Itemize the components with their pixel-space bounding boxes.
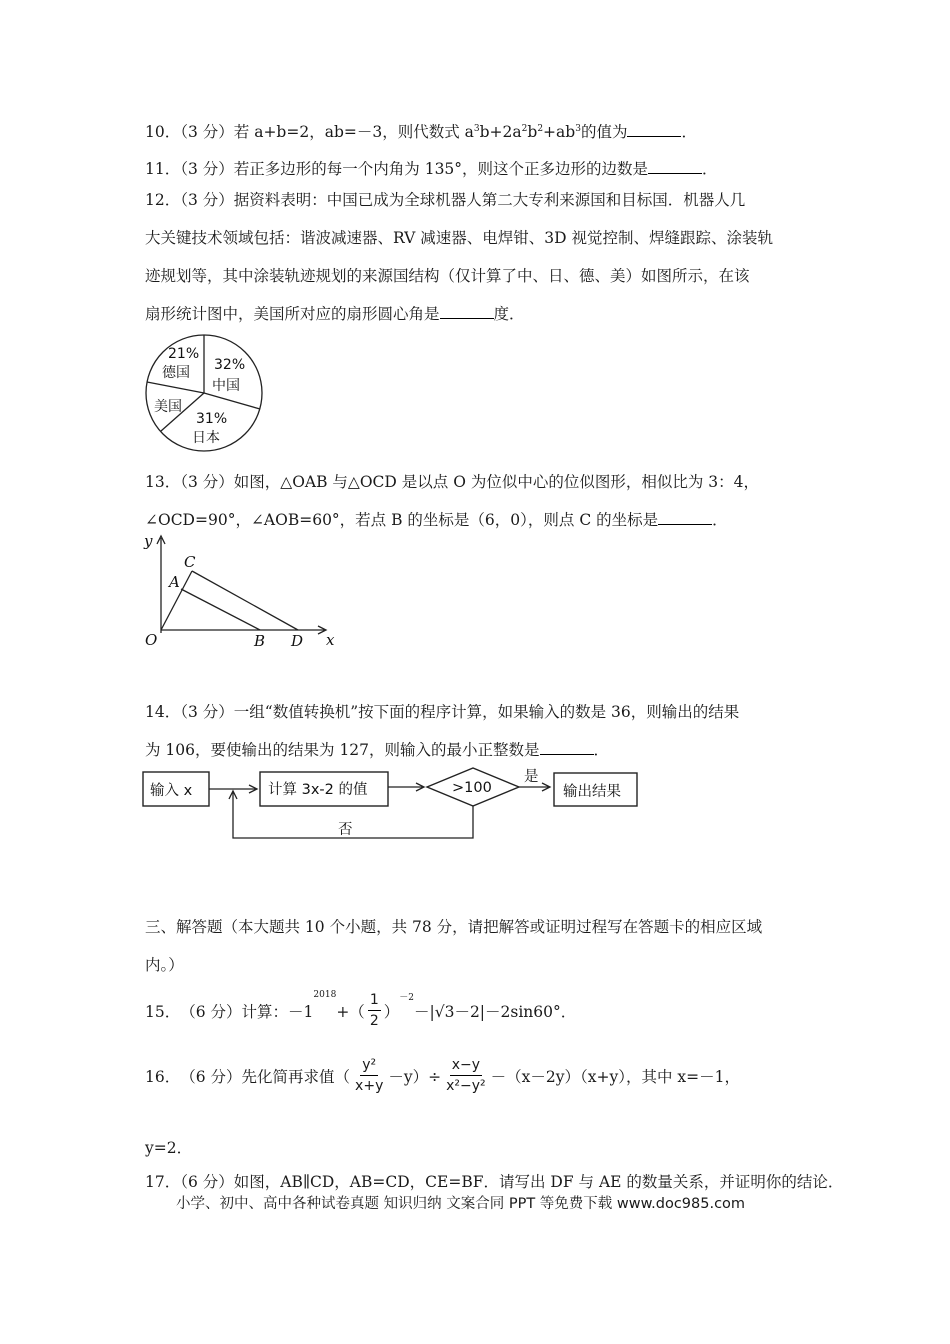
flowchart-figure	[140, 762, 650, 847]
label-japan: 日本	[192, 430, 220, 446]
question-16: 16． （6 分） 先化简再求值（ $\frac{\text{y²}}{x+y}$ －y）÷ $\frac{x-y}{\text{x²−y²}}$ －（x－2y）（x+y），其中 x=－1，	[145, 1057, 741, 1094]
question-14-line-1: 14．（3 分）一组“数值转换机”按下面的程序计算，如果输入的数是 36，则输出的结果	[145, 703, 740, 721]
label-x: x	[326, 631, 335, 649]
question-12-line-1: 12．（3 分）据资料表明：中国已成为全球机器人第二大专利来源国和目标国．机器人几	[145, 191, 746, 209]
flow-input-label: 输入 x	[150, 783, 193, 799]
question-11: 11．（3 分）若正多边形的每一个内角为 135°，则这个正多边形的边数是 ．	[145, 160, 718, 178]
answer-blank[interactable]	[440, 317, 494, 319]
flow-compute-label: 计算 3x-2 的值	[268, 782, 368, 798]
flow-no-label: 否	[338, 822, 353, 838]
label-usa: 美国	[154, 399, 182, 415]
question-14-line-2: 为 106，要使输出的结果为 127，则输入的最小正整数是 ．	[145, 741, 610, 759]
section-3-heading: 三、解答题（本大题共 10 个小题，共 78 分，请把解答或证明过程写在答题卡的相应区域	[145, 918, 763, 936]
label-china-pct: 32%	[214, 357, 246, 373]
label-germany-pct: 21%	[168, 346, 200, 362]
answer-blank[interactable]	[648, 172, 702, 174]
pie-divider	[204, 393, 260, 409]
answer-blank[interactable]	[627, 135, 681, 137]
label-o: O	[145, 631, 158, 649]
answer-blank[interactable]	[658, 523, 712, 525]
label-c: C	[184, 553, 196, 571]
fraction-y2-over-xplusy: $\frac{\text{y²}}{x+y}$	[355, 1057, 384, 1094]
pie-divider	[147, 382, 204, 393]
label-germany: 德国	[162, 365, 190, 381]
question-17: 17．（6 分）如图，AB∥CD，AB=CD，CE=BF．请写出 DF 与 AE 的数量关系，并证明你的结论．	[145, 1173, 844, 1191]
segment-ab	[181, 589, 260, 630]
section-3-heading-cont: 内。）	[145, 956, 184, 974]
label-japan-pct: 31%	[196, 411, 228, 427]
question-12-line-4: 扇形统计图中，美国所对应的扇形圆心角是 度．	[145, 305, 525, 323]
question-10: 10．（3 分）若 a+b=2，ab=－3，则代数式 $a^3b+2a^2b^2+ab^3$的值为 ．	[145, 123, 697, 141]
answer-blank[interactable]	[540, 753, 594, 755]
question-12-line-3: 迹规划等，其中涂装轨迹规划的来源国结构（仅计算了中、日、德、美）如图所示，在该	[145, 267, 750, 285]
question-13-line-1: 13．（3 分）如图，△OAB 与△OCD 是以点 O 为位似中心的位似图形，相似比为 3：4，	[145, 473, 759, 491]
loop-back-line	[233, 792, 473, 838]
fraction-xminusy-over-x2minusy2: $\frac{x-y}{\text{x²−y²}}$	[446, 1057, 486, 1094]
pie-chart-figure	[140, 332, 270, 452]
question-16-cont: y=2．	[145, 1139, 193, 1157]
flow-yes-label: 是	[524, 769, 539, 785]
question-12-line-2: 大关键技术领域包括：谐波减速器、RV 减速器、电焊钳、3D 视觉控制、焊缝跟踪、涂装轨	[145, 229, 773, 247]
question-15: 15． （6 分） 计算：－1 $^{2018}$ +（ $\frac{1}{2}$ ） $^{-2}$ －|√3－2|－2sin60°．	[145, 990, 577, 1029]
flow-output-label: 输出结果	[563, 784, 621, 800]
label-d: D	[291, 632, 304, 650]
fraction-one-half: $\frac{1}{2}$	[369, 992, 379, 1029]
label-china: 中国	[212, 378, 240, 394]
flow-condition-label: >100	[452, 780, 492, 796]
label-a: A	[169, 573, 180, 591]
similar-triangles-figure	[140, 530, 340, 650]
question-13-line-2: ∠OCD=90°，∠AOB=60°，若点 B 的坐标是（6，0），则点 C 的坐标是 ．	[145, 511, 728, 529]
label-b: B	[254, 632, 266, 650]
footer-banner: 小学、初中、高中各种试卷真题 知识归纳 文案合同 PPT 等免费下载 www.doc985.com	[176, 1196, 746, 1212]
segment-cd	[192, 571, 298, 630]
label-y: y	[144, 532, 153, 550]
